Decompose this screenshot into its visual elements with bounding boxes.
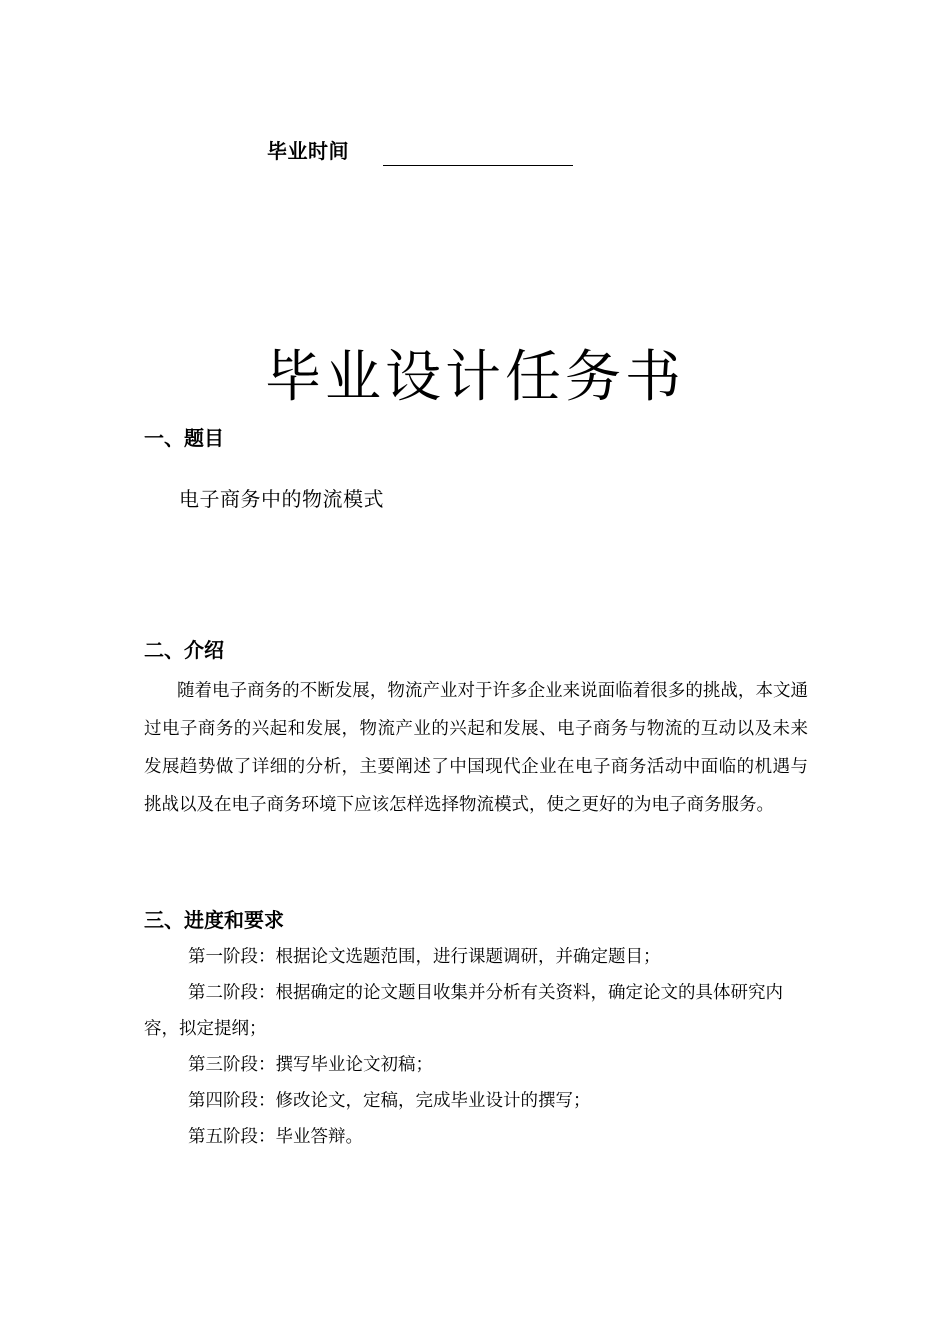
progress-item-stage-4: 第四阶段：修改论文，定稿，完成毕业设计的撰写； [188, 1091, 591, 1111]
section-heading-introduction: 二、介绍 [144, 638, 224, 662]
topic-content: 电子商务中的物流模式 [179, 487, 384, 511]
graduation-time-field [267, 136, 573, 166]
document-title: 毕业设计任务书 [265, 345, 685, 410]
section-heading-topic: 一、题目 [144, 426, 224, 450]
graduation-time-label: 毕业时间 [267, 139, 349, 163]
progress-item-stage-2: 第二阶段：根据确定的论文题目收集并分析有关资料，确定论文的具体研究内容，拟定提纲； [144, 983, 783, 1039]
graduation-time-blank-line [383, 141, 573, 166]
progress-list [144, 939, 808, 1155]
progress-item-stage-1: 第一阶段：根据论文选题范围，进行课题调研，并确定题目； [188, 947, 661, 967]
introduction-paragraph: 随着电子商务的不断发展，物流产业对于许多企业来说面临着很多的挑战，本文通过电子商务的兴起和发展，物流产业的兴起和发展、电子商务与物流的互动以及未来发展趋势做了详细的分析，主要阐述了中国现代企业在电子商务活动中面临的机遇与挑战以及在电子商务环境下应该怎样选择物流模式，使之更好的为电子商务服务。 [144, 681, 808, 815]
progress-item-stage-5: 第五阶段：毕业答辩。 [188, 1127, 363, 1147]
progress-item-stage-3: 第三阶段：撰写毕业论文初稿； [188, 1055, 433, 1075]
section-heading-progress: 三、进度和要求 [144, 908, 284, 932]
